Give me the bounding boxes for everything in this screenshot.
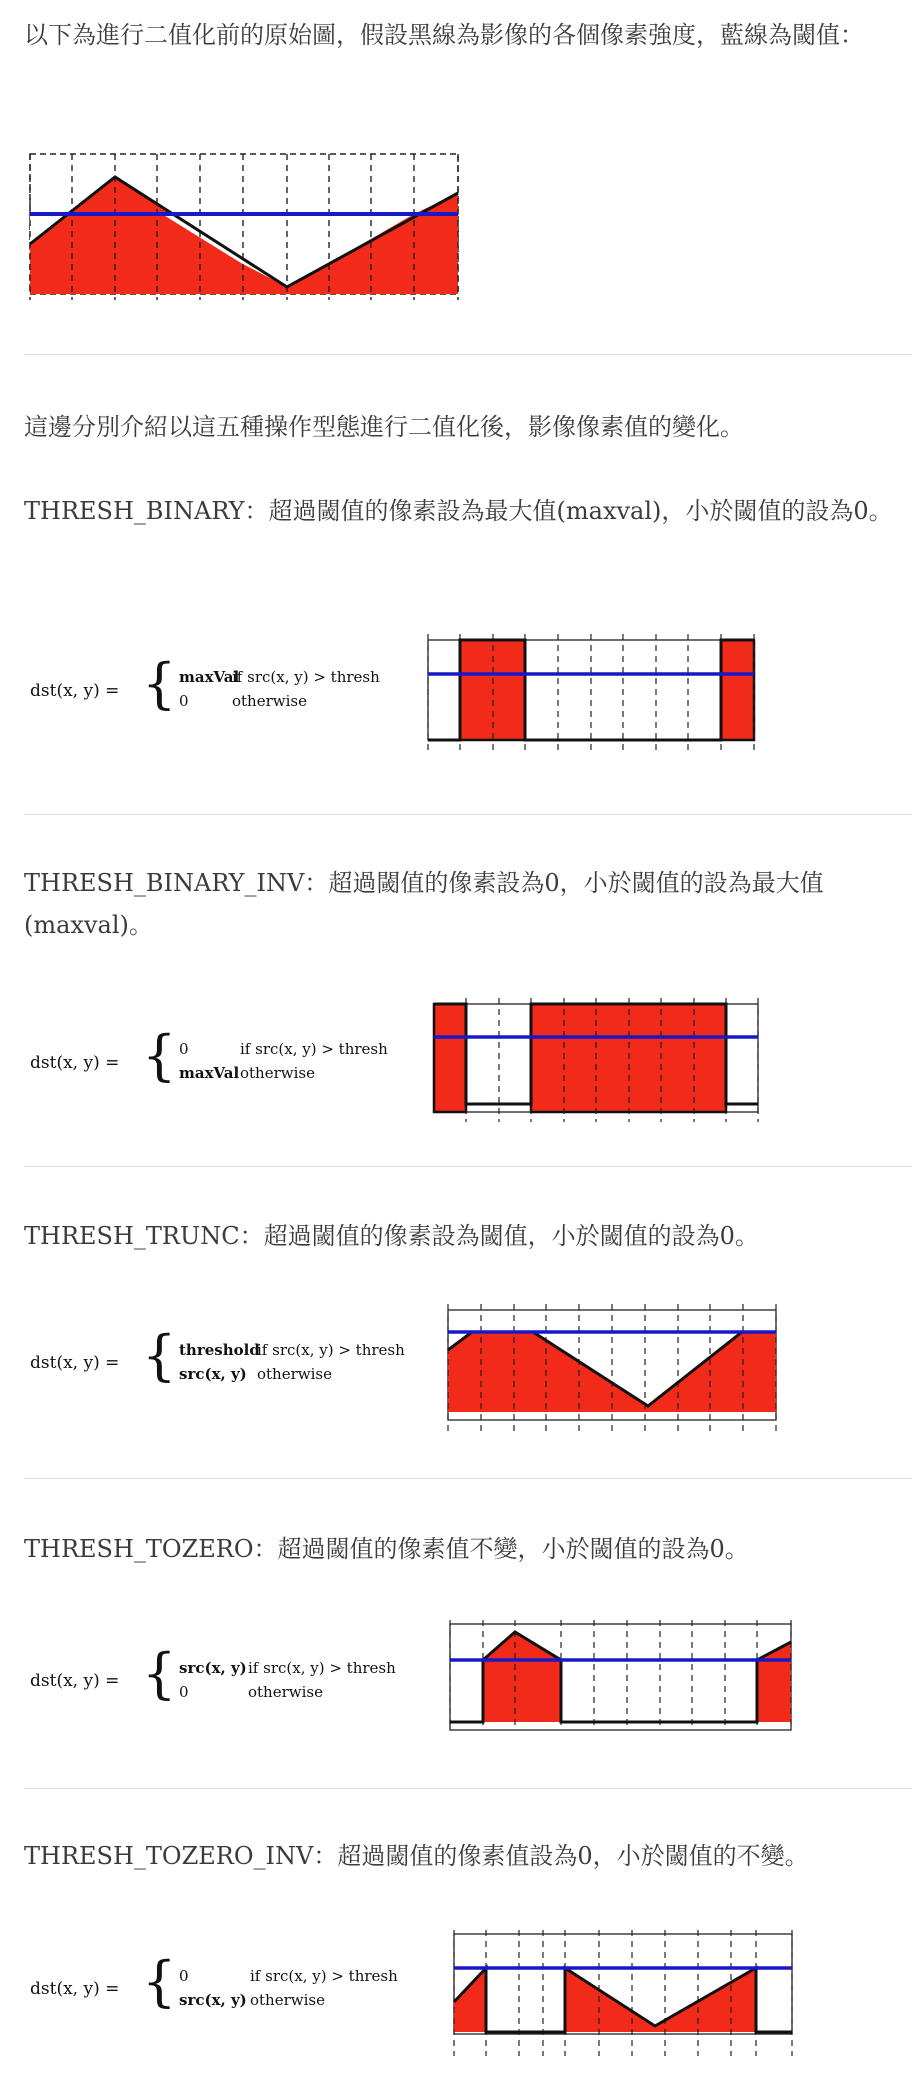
thresh-tozero-desc: ：超過閾值的像素值不變，小於閾值的設為0。 xyxy=(253,1535,749,1563)
tozero-area-1 xyxy=(483,1632,561,1722)
intro-text: 以下為進行二值化前的原始圖，假設黑線為影像的各個像素強度，藍線為閾值： xyxy=(24,21,864,49)
formula-brace: { xyxy=(142,1024,177,1087)
formula-row1-value: src(x, y) xyxy=(179,1659,247,1677)
thresh-trunc-title: THRESH_TRUNC xyxy=(24,1222,240,1250)
formula-row2-condition: otherwise xyxy=(257,1365,332,1383)
binary-high-pulse-2 xyxy=(721,640,754,740)
formula-brace: { xyxy=(142,1642,177,1705)
formula-row1-condition: if src(x, y) > thresh xyxy=(250,1967,398,1985)
thresh-trunc-text xyxy=(24,1215,894,1257)
thresh-binary-inv-desc: ：超過閾值的像素設為0，小於閾值的設為最大值(maxval)。 xyxy=(24,869,824,939)
formula-brace: { xyxy=(142,1324,177,1387)
original-signal-diagram xyxy=(24,150,464,310)
divider xyxy=(24,814,912,815)
formula-lhs: dst(x, y) = xyxy=(30,1053,120,1073)
formula-row1-condition: if src(x, y) > thresh xyxy=(232,668,380,686)
formula-lhs: dst(x, y) = xyxy=(30,1353,120,1373)
formula-row2-condition: otherwise xyxy=(250,1991,325,2009)
divider xyxy=(24,354,912,355)
formula-lhs: dst(x, y) = xyxy=(30,1671,120,1691)
formula-row1-condition: if src(x, y) > thresh xyxy=(248,1659,396,1677)
thresh-binary-inv-text xyxy=(24,862,894,946)
formula-row1-value: 0 xyxy=(179,1967,189,1985)
thresh-binary-inv-figure xyxy=(24,994,764,1124)
divider xyxy=(24,1788,912,1789)
formula-row1-condition: if src(x, y) > thresh xyxy=(257,1341,405,1359)
inv-high-pulse-1 xyxy=(434,1004,466,1112)
thresh-binary-figure xyxy=(24,630,764,750)
thresh-tozero-inv-text xyxy=(24,1835,894,1877)
thresh-tozero-inv-figure xyxy=(24,1926,804,2066)
formula-row2-value: 0 xyxy=(179,692,189,710)
formula-row2-value: src(x, y) xyxy=(179,1365,247,1383)
formula-brace: { xyxy=(142,1950,177,2013)
formula-row1-value: 0 xyxy=(179,1040,189,1058)
formula-row2-condition: otherwise xyxy=(232,692,307,710)
thresh-tozero-inv-title: THRESH_TOZERO_INV xyxy=(24,1842,314,1870)
thresh-binary-desc: ：超過閾值的像素設為最大值(maxval)，小於閾值的設為0。 xyxy=(244,497,893,525)
formula-row2-condition: otherwise xyxy=(240,1064,315,1082)
tozero-area-2 xyxy=(757,1642,791,1722)
thresh-trunc-desc: ：超過閾值的像素設為閾值，小於閾值的設為0。 xyxy=(239,1222,759,1250)
formula-lhs: dst(x, y) = xyxy=(30,1979,120,1999)
thresh-tozero-text xyxy=(24,1528,894,1570)
formula-row1-condition: if src(x, y) > thresh xyxy=(240,1040,388,1058)
divider xyxy=(24,1478,912,1479)
formula-row1-value: threshold xyxy=(179,1341,260,1359)
formula-row2-value: maxVal xyxy=(179,1064,240,1082)
thresh-binary-text xyxy=(24,490,894,532)
tozero-inv-area-1 xyxy=(454,1968,486,2032)
thresh-tozero-figure xyxy=(24,1616,804,1736)
formula-row1-value: maxVal xyxy=(179,668,240,686)
thresh-tozero-inv-desc: ：超過閾值的像素值設為0，小於閾值的不變。 xyxy=(313,1842,809,1870)
thresh-binary-title: THRESH_BINARY xyxy=(24,497,245,525)
formula-brace: { xyxy=(142,652,177,715)
formula-lhs: dst(x, y) = xyxy=(30,681,120,701)
thresh-trunc-figure xyxy=(24,1300,784,1440)
thresh-binary-inv-title: THRESH_BINARY_INV xyxy=(24,869,305,897)
formula-row2-value: src(x, y) xyxy=(179,1991,247,2009)
formula-row2-value: 0 xyxy=(179,1683,189,1701)
divider xyxy=(24,1166,912,1167)
formula-row2-condition: otherwise xyxy=(248,1683,323,1701)
types-intro-text: 這邊分別介紹以這五種操作型態進行二值化後，影像像素值的變化。 xyxy=(24,413,744,441)
thresh-tozero-title: THRESH_TOZERO xyxy=(24,1535,254,1563)
